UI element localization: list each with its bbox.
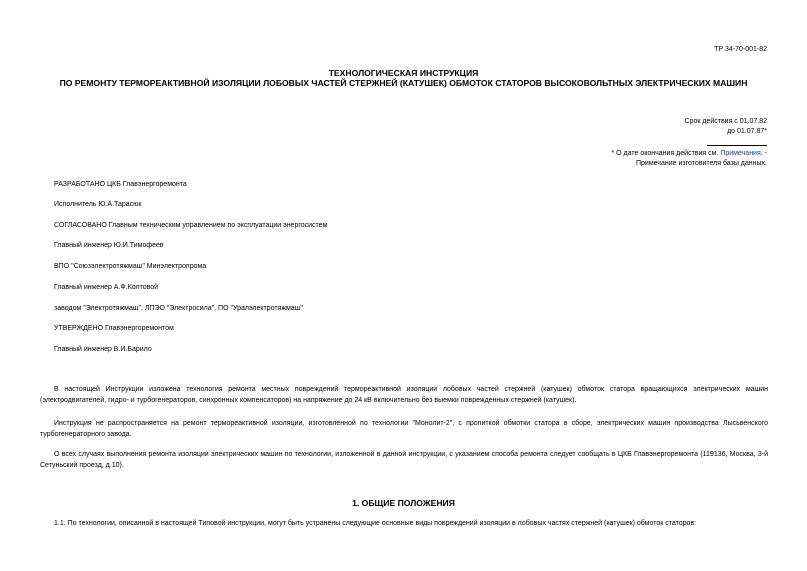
intro-paragraph-1: В настоящей Инструкции изложена технология ремонта местных повреждений термореактивной изоляции лобовых частей стержней (катушек) обмоток статора вращающихся электрических машин (электродвигателей, гидро- и турбогенераторов, синхронных компенсаторов) на напряжение до 24 кВ включительно без выемки поврежденных стержней (катушек). — [40, 386, 768, 404]
credit-agreed: СОГЛАСОВАНО Главным техническим управлением по эксплуатации энергосистем — [54, 222, 328, 229]
intro-paragraph-3: О всех случаях выполнения ремонта изоляции электрических машин по технологии, изложенной в данной инструкции, с указанием способа ремонта следует сообщать в ЦКБ Главэнергоремонта (119136, Москва, 3-й Сетуньский проезд, д.10). — [40, 451, 768, 469]
validity-note-prefix: * О дате окончания действия см. — [611, 150, 721, 157]
validity-note — [611, 150, 767, 157]
intro-paragraph-2: Инструкция не распространяется на ремонт термореактивной изоляции, изготовленной по технологии "Монолит-2", с пропиткой обмотки статора в сборе, электрических машин производства Лысьвенского турбогенераторного завода. — [40, 420, 768, 438]
document-title-line1: ТЕХНОЛОГИЧЕСКАЯ ИНСТРУКЦИЯ — [328, 68, 479, 78]
credit-chief-engineer-3: Главный инженер В.И.Барило — [54, 346, 152, 353]
validity-from: Срок действия с 01.07.82 — [684, 118, 767, 125]
section-heading: 1. ОБЩИЕ ПОЛОЖЕНИЯ — [352, 498, 455, 508]
credit-chief-engineer-2: Главный инженер А.Ф.Колтовой — [54, 284, 159, 291]
database-note: Примечание изготовителя базы данных. — [635, 160, 767, 167]
document-code: ТР 34-70-001-82 — [714, 46, 767, 53]
credit-chief-engineer-1: Главный инженер Ю.И.Тимофеев — [54, 242, 164, 249]
document-title-line2: ПО РЕМОНТУ ТЕРМОРЕАКТИВНОЙ ИЗОЛЯЦИИ ЛОБОВЫХ ЧАСТЕЙ СТЕРЖНЕЙ (КАТУШЕК) ОБМОТОК СТАТОРОВ ВЫСОКОВОЛЬТНЫХ ЭЛЕКТРИЧЕСКИХ МАШИН — [59, 78, 748, 88]
clause-1-1: 1.1. По технологии, описанной в настоящей Типовой инструкции, могут быть устранены следующие основные виды повреждений изоляции в лобовых частях стержней (катушек) обмоток статоров: — [54, 520, 697, 527]
validity-to: до 01.07.87* — [727, 128, 767, 135]
validity-note-suffix: . - — [760, 150, 767, 157]
notes-link[interactable]: Примечания — [720, 150, 761, 157]
credit-plants: заводом "Электротяжмаш", ЛПЭО "Электросила", ПО "Уралэлектротяжмаш" — [54, 305, 303, 312]
credit-approved: УТВЕРЖДЕНО Главэнергоремонтом — [54, 325, 174, 332]
credit-vpo: ВПО "Союзэлектротяжмаш" Минэлектропрома — [54, 263, 207, 270]
validity-divider — [707, 145, 767, 146]
credit-developed: РАЗРАБОТАНО ЦКБ Главэнергоремонта — [54, 181, 187, 188]
credit-executor: Исполнитель Ю.А.Тарасюк — [54, 201, 142, 208]
